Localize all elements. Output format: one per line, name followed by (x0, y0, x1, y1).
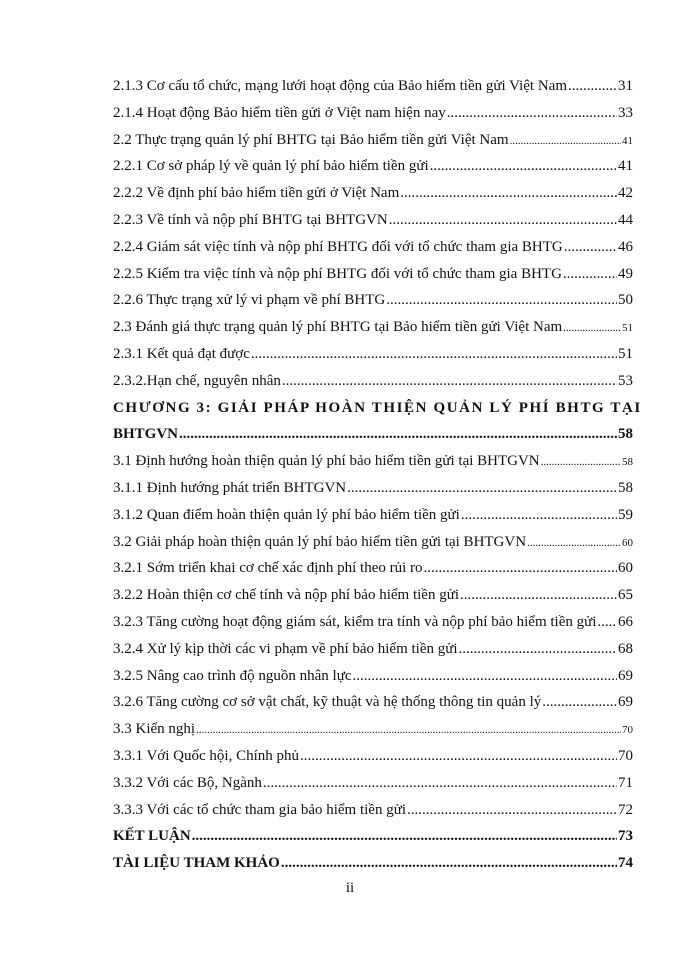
toc-entry (113, 587, 633, 604)
toc-entry-title: 3.2.2 Hoàn thiện cơ chế tính và nộp phí bảo hiểm tiền gửi (113, 587, 459, 604)
toc-entry-page: 51 (618, 345, 633, 362)
toc-entry (113, 775, 633, 792)
toc-entry-page: 31 (618, 78, 633, 94)
toc-leader-dots (281, 855, 617, 872)
toc-leader-dots (389, 212, 617, 229)
toc-entry-title: 2.3.2.Hạn chế, nguyên nhân (113, 372, 281, 389)
toc-entry-page: 73 (618, 828, 633, 845)
toc-entry-title: 3.2.5 Nâng cao trình độ nguồn nhân lực (113, 667, 352, 684)
toc-entry-title: 2.1.4 Hoạt động Bảo hiểm tiền gửi ở Việt nam hiện nay (113, 104, 446, 121)
toc-leader-dots (192, 828, 617, 845)
toc-entry-page: 58 (622, 456, 633, 469)
toc-entry (113, 721, 633, 738)
toc-leader-dots (300, 748, 617, 765)
toc-entry-page: 70 (618, 747, 633, 764)
toc-entry-title: 2.2.4 Giám sát việc tính và nộp phí BHTG đối với tổ chức tham gia BHTG (113, 238, 563, 255)
toc-section-3 (113, 453, 633, 872)
toc-section-2 (113, 78, 633, 390)
toc-leader-dots (282, 373, 617, 390)
toc-entry (113, 266, 633, 283)
toc-entry (113, 641, 633, 658)
toc-leader-dots (527, 535, 621, 552)
toc-entry-title: 2.2.2 Về định phí bảo hiểm tiền gửi ở Việt Nam (113, 185, 400, 202)
toc-leader-dots (564, 239, 617, 256)
toc-entry-title: 2.1.3 Cơ cấu tổ chức, mạng lưới hoạt động của Bảo hiểm tiền gửi Việt Nam (113, 78, 567, 94)
toc-entry (113, 319, 633, 336)
toc-entry-title: 3.2.4 Xử lý kịp thời các vi phạm về phí bảo hiểm tiền gửi (113, 640, 458, 657)
toc-entry-page: 60 (622, 536, 633, 549)
toc-entry (113, 185, 633, 202)
toc-entry-page: 46 (618, 238, 633, 255)
toc-entry-title: 3.3.1 Với Quốc hội, Chính phủ (113, 747, 299, 764)
toc-leader-dots (251, 346, 617, 363)
toc-entry (113, 346, 633, 363)
toc-entry (113, 453, 633, 470)
toc-entry-title: 2.2.3 Về tính và nộp phí BHTG tại BHTGVN (113, 211, 388, 228)
toc-entry-page: 71 (618, 774, 633, 791)
toc-entry-title: 2.3 Đánh giá thực trạng quản lý phí BHTG tại Bảo hiểm tiền gửi Việt Nam (113, 319, 563, 336)
toc-entry (113, 668, 633, 685)
toc-entry (113, 239, 633, 256)
toc-leader-dots (459, 641, 617, 658)
toc-entry-page: 59 (618, 506, 633, 523)
toc-leader-dots (424, 560, 617, 577)
toc-entry-title: 3.1.2 Quan điểm hoàn thiện quản lý phí bảo hiểm tiền gửi (113, 506, 460, 523)
toc-entry (113, 105, 633, 122)
toc-entry (113, 748, 633, 765)
toc-entry-page: 66 (618, 613, 633, 630)
toc-leader-dots (386, 292, 617, 309)
toc-entry-title: 3.2.3 Tăng cường hoạt động giám sát, kiểm tra tính và nộp phí bảo hiểm tiền gửi (113, 613, 597, 630)
toc-leader-dots (400, 185, 617, 202)
toc-entry-title: 2.2 Thực trạng quản lý phí BHTG tại Bảo hiểm tiền gửi Việt Nam (113, 131, 509, 148)
toc-entry-page: 74 (618, 855, 633, 872)
toc-entry-title: 3.2.1 Sớm triển khai cơ chế xác định phí theo rủi ro (113, 560, 423, 577)
toc-entry-title: 2.2.5 Kiểm tra việc tính và nộp phí BHTG đối với tổ chức tham gia BHTG (113, 265, 562, 282)
toc-entry-page: 44 (618, 211, 633, 228)
toc-leader-dots (563, 266, 617, 283)
toc-entry-title: 3.3.3 Với các tổ chức tham gia bảo hiểm tiền gửi (113, 801, 407, 818)
toc-leader-dots (430, 158, 617, 175)
toc-entry-page: 70 (622, 724, 633, 737)
toc-entry-page: 69 (618, 694, 633, 711)
toc-leader-dots (347, 480, 617, 497)
toc-entry-title: 2.2.1 Cơ sở pháp lý về quản lý phí bảo hiểm tiền gửi (113, 158, 429, 175)
toc-entry-page: 53 (618, 372, 633, 389)
toc-entry-title: BHTGVN (113, 426, 179, 443)
toc-entry-title: 3.2 Giải pháp hoàn thiện quản lý phí bảo hiểm tiền gửi tại BHTGVN (113, 533, 527, 550)
toc-entry-page: 65 (618, 587, 633, 604)
toc-entry (113, 132, 633, 149)
toc-entry (113, 373, 633, 390)
table-of-contents (113, 78, 642, 882)
toc-leader-dots (179, 426, 617, 443)
toc-entry-page: 69 (618, 667, 633, 684)
toc-leader-dots (597, 614, 617, 631)
toc-entry (113, 292, 633, 309)
toc-entry (113, 534, 633, 551)
toc-leader-dots (353, 668, 618, 685)
toc-entry-title: KẾT LUẬN (113, 828, 191, 845)
toc-leader-dots (542, 694, 617, 711)
toc-entry-title: 3.2.6 Tăng cường cơ sở vật chất, kỹ thuật và hệ thống thông tin quản lý (113, 694, 542, 711)
toc-leader-dots (568, 78, 617, 95)
toc-leader-dots (196, 722, 621, 739)
toc-leader-dots (407, 802, 617, 819)
toc-entry (113, 78, 633, 95)
toc-entry-page: 50 (618, 292, 633, 309)
chapter-3-heading: CHƯƠNG 3: GIẢI PHÁP HOÀN THIỆN QUẢN LÝ PHÍ BHTG TẠI (113, 399, 642, 416)
toc-entry (113, 212, 633, 229)
chapter-3-heading-line2 (113, 426, 633, 443)
toc-entry (113, 802, 633, 819)
toc-entry-title: 3.1.1 Định hướng phát triển BHTGVN (113, 479, 347, 496)
toc-entry-page: 60 (618, 560, 633, 577)
toc-entry-title: 2.3.1 Kết quả đạt được (113, 345, 250, 362)
toc-leader-dots (447, 105, 617, 122)
toc-entry-page: 58 (618, 426, 633, 443)
toc-entry (113, 158, 633, 175)
toc-entry-page: 58 (618, 479, 633, 496)
toc-entry-page: 41 (622, 134, 633, 147)
toc-leader-dots (263, 775, 617, 792)
toc-entry-page: 33 (618, 104, 633, 121)
toc-entry-page: 49 (618, 265, 633, 282)
toc-entry-title: 3.3 Kiến nghị (113, 721, 196, 738)
toc-entry (113, 855, 633, 872)
toc-entry-title: 3.1 Định hướng hoàn thiện quản lý phí bảo hiểm tiền gửi tại BHTGVN (113, 453, 540, 470)
toc-leader-dots (510, 133, 621, 150)
toc-leader-dots (563, 320, 621, 337)
toc-entry (113, 694, 633, 711)
toc-entry-page: 51 (622, 322, 633, 335)
toc-entry (113, 507, 633, 524)
toc-leader-dots (461, 507, 617, 524)
toc-leader-dots (460, 587, 617, 604)
toc-entry (113, 560, 633, 577)
toc-entry-page: 41 (618, 158, 633, 175)
toc-leader-dots (541, 454, 621, 471)
toc-entry-page: 72 (618, 801, 633, 818)
toc-entry-page: 42 (618, 185, 633, 202)
toc-entry (113, 614, 633, 631)
toc-entry-title: 2.2.6 Thực trạng xử lý vi phạm về phí BHTG (113, 292, 386, 309)
toc-entry-title: 3.3.2 Với các Bộ, Ngành (113, 774, 262, 791)
toc-entry (113, 828, 633, 845)
toc-entry-title: TÀI LIỆU THAM KHẢO (113, 855, 280, 872)
toc-entry (113, 480, 633, 497)
toc-entry-page: 68 (618, 640, 633, 657)
page-number: ii (345, 880, 355, 896)
